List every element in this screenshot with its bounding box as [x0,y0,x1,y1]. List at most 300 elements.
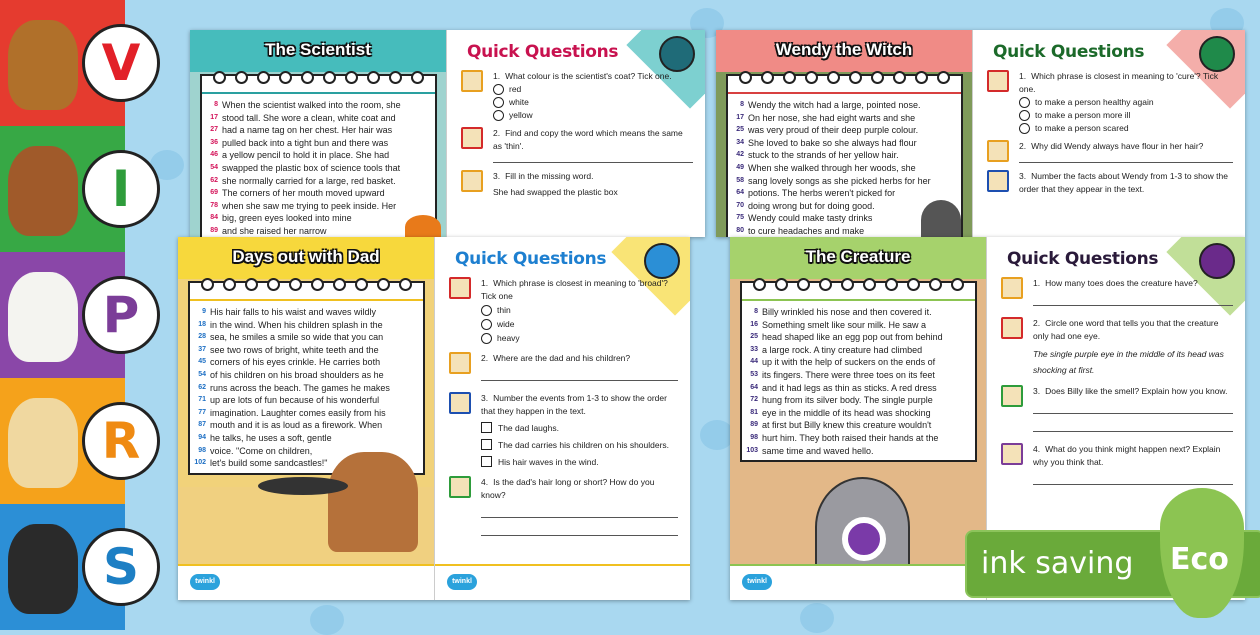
passage-line [192,344,419,357]
notepad-rings [728,76,961,94]
question-prompt: Where are the dad and his children? [493,353,631,363]
dog-character-image [8,524,78,614]
option-label: His hair waves in the wind. [498,457,599,467]
quick-questions-title: Quick Questions [467,42,619,62]
question [987,140,1233,165]
ring-icon [333,278,346,291]
dog-character-image [8,20,78,110]
answer-option[interactable] [481,303,678,317]
line-text: he talks, he uses a soft, gentle [210,432,332,443]
passage-text [202,94,435,237]
question-number: 1. [493,71,501,81]
passage-line [204,162,431,175]
question-prompt: What do you think might happen next? Explain why you think that. [1033,444,1221,467]
radio-button[interactable] [481,319,492,330]
option-label: to make a person more ill [1035,110,1131,120]
word-count: 62 [198,383,206,391]
question-text [1033,317,1233,343]
ink-saving-label: ink saving [981,546,1134,581]
option-label: The dad laughs. [498,423,559,433]
question-body [1019,70,1233,135]
line-text: in the wind. When his children splash in the [210,319,383,330]
ring-icon [245,278,258,291]
eco-label: Eco [1170,542,1229,577]
passage-line [730,162,957,175]
page-footer [178,564,434,600]
dog-avatar-icon [449,352,471,374]
vipers-letter-r: R [82,402,160,480]
questions-page [447,30,705,237]
question-body [481,352,678,385]
question-text [481,392,678,418]
ring-icon [805,71,818,84]
passage-line [730,124,957,137]
option-label: The dad carries his children on his shoulders. [498,440,670,450]
checkbox[interactable] [481,422,492,433]
line-text: hurt him. They both raised their hands at the [762,432,939,443]
word-count: 102 [194,459,206,467]
word-count: 25 [750,333,758,341]
ring-icon [819,278,832,291]
ring-icon [279,71,292,84]
option-label: heavy [497,333,520,343]
word-count: 17 [736,113,744,121]
word-count: 78 [210,201,218,209]
question [461,127,693,165]
ring-icon [235,71,248,84]
word-count: 45 [198,358,206,366]
radio-button[interactable] [481,333,492,344]
dog-avatar-icon [461,170,483,192]
question-prompt: Find and copy the word which means the same as 'thin'. [493,128,683,151]
passage-text [742,301,975,460]
radio-button[interactable] [493,110,504,121]
title-banner [730,237,986,279]
quoted-sentence: The single purple eye in the middle of its head was shocking at first. [1033,349,1224,375]
question-text [1019,170,1233,196]
word-count: 103 [746,446,758,454]
dog-avatar-icon [987,70,1009,92]
paw-print [310,605,344,635]
answer-line[interactable] [1033,400,1233,414]
ring-icon [937,71,950,84]
vipers-letter-s: S [82,528,160,606]
twinkl-logo: twinkl [742,574,772,590]
reading-page [190,30,447,237]
passage-line [744,319,971,332]
line-text: Wendy could make tasty drinks [748,213,873,224]
question-number: 2. [1019,141,1027,151]
question-body [1019,140,1233,165]
word-count: 37 [198,345,206,353]
passage-line [192,394,419,407]
passage-line [744,356,971,369]
dog-avatar-icon [461,70,483,92]
answer-option[interactable] [481,331,678,345]
line-text: mouth and it is as loud as a firework. When [210,420,383,431]
question [449,392,678,469]
vipers-letter-i: I [82,150,160,228]
passage-line [730,99,957,112]
option-label: to make a person healthy again [1035,97,1154,107]
question-body [1033,317,1233,378]
question-body [493,170,693,199]
question-body [481,277,678,345]
reading-page [730,237,987,600]
dog-avatar-icon [449,476,471,498]
ring-icon [267,278,280,291]
line-text: stuck to the strands of her yellow hair. [748,150,899,161]
question-number: 2. [1033,318,1041,328]
paw-print [800,603,834,633]
page-footer [435,564,690,600]
ring-icon [797,278,810,291]
question-text [1033,277,1233,290]
word-count: 27 [210,126,218,134]
answer-option[interactable] [1019,109,1233,122]
word-count: 9 [202,308,206,315]
answer-option[interactable] [493,96,693,109]
question-list [449,277,678,547]
title-banner [716,30,972,72]
question-number: 2. [481,353,489,363]
worksheet-card[interactable] [716,30,1245,237]
question [461,70,693,122]
word-count: 18 [198,320,206,328]
word-count: 54 [198,370,206,378]
question-prompt: Circle one word that tells you that the creature only had one eye. [1033,318,1219,341]
question-number: 3. [481,393,489,403]
line-text: The corners of her mouth moved upward [222,188,385,199]
word-count: 16 [750,320,758,328]
word-count: 8 [214,101,218,108]
line-text: see two rows of bright, white teeth and the [210,344,379,355]
word-count: 64 [736,189,744,197]
reading-page [716,30,973,237]
ring-icon [849,71,862,84]
page-footer [730,564,986,600]
question-number: 2. [493,128,501,138]
passage-line [192,382,419,395]
answer-line[interactable] [481,522,678,536]
line-text: stood tall. She wore a clean, white coat and [222,112,396,123]
ring-icon [377,278,390,291]
worksheet-card[interactable] [178,237,690,600]
answer-option[interactable] [493,109,693,122]
line-text: and it had legs as thin as sticks. A red dress [762,382,937,393]
line-text: let's build some sandcastles!" [210,458,328,469]
question [449,352,678,385]
passage-line [192,356,419,369]
answer-option[interactable] [493,83,693,96]
answer-line[interactable] [481,367,678,381]
line-text: she normally carried for a large, red basket. [222,175,396,186]
passage-text [190,301,423,473]
hair-illustration [258,477,348,495]
worksheet-card[interactable] [190,30,705,237]
title-banner [190,30,446,72]
question [461,170,693,199]
notepad-rings [742,283,975,301]
question-text [1019,140,1233,153]
ring-icon [389,71,402,84]
ring-icon [323,71,336,84]
line-text: a large rock. A tiny creature had climbed [762,344,923,355]
question-body [1033,443,1233,489]
line-text: sang lovely songs as she picked herbs for her [748,175,931,186]
option-label: red [509,84,522,94]
word-count: 98 [198,446,206,454]
word-count: 87 [198,421,206,429]
line-text: sea, he smiles a smile so wide that you can [210,332,384,343]
ring-icon [201,278,214,291]
passage-line [744,394,971,407]
checkbox[interactable] [481,439,492,450]
question-prompt: Which phrase is closest in meaning to 'cure'? Tick one. [1019,71,1219,94]
dog-avatar-icon [987,140,1009,162]
ring-icon [739,71,752,84]
dog-avatar-icon [987,170,1009,192]
question [1001,317,1233,378]
word-count: 77 [198,408,206,416]
passage-line [192,306,419,319]
answer-line[interactable] [1033,418,1233,432]
twinkl-logo: twinkl [447,574,477,590]
line-text: When the scientist walked into the room, she [222,100,401,110]
question-text [481,277,678,303]
passage-line [192,319,419,332]
ring-icon [213,71,226,84]
quick-questions-title: Quick Questions [455,249,607,269]
line-text: runs across the beach. The games he makes [210,382,390,393]
ring-icon [827,71,840,84]
option-label: to make a person scared [1035,123,1129,133]
word-count: 8 [740,101,744,108]
question-prompt: Does Billy like the smell? Explain how you know. [1045,386,1228,396]
question-text [493,170,693,183]
line-text: was very proud of their deep purple colour. [748,125,919,136]
passage-line [204,225,431,237]
answer-line[interactable] [1033,292,1233,306]
twinkl-logo: twinkl [190,574,220,590]
question [1001,385,1233,436]
answer-line[interactable] [1019,153,1233,163]
word-count: 89 [750,421,758,429]
word-count: 49 [736,163,744,171]
line-text: same time and waved hello. [762,445,874,456]
word-count: 58 [736,176,744,184]
word-count: 28 [198,333,206,341]
checkbox[interactable] [481,456,492,467]
ring-icon [753,278,766,291]
story-title: Days out with Dad [232,247,380,266]
word-count: 89 [210,226,218,234]
question-prompt: What colour is the scientist's coat? Tick one. [505,71,672,81]
line-text: voice. "Come on children, [210,445,313,456]
passage-line [204,112,431,125]
line-text: big, green eyes looked into mine [222,213,352,224]
line-text: hung from its silver body. The single purple [762,395,933,406]
line-text: up are lots of fun because of his wonderful [210,395,380,406]
passage-line [192,407,419,420]
question-prompt: Number the events from 1-3 to show the order that they happen in the text. [481,393,667,416]
quick-questions-title: Quick Questions [993,42,1145,62]
ring-icon [783,71,796,84]
question-list [987,70,1233,201]
ring-icon [367,71,380,84]
word-count: 42 [736,151,744,159]
line-text: Something smelt like sour milk. He saw a [762,319,927,330]
vipers-letter-v: V [82,24,160,102]
passage-line [744,432,971,445]
topic-icon [1199,36,1235,72]
radio-button[interactable] [1019,123,1030,134]
dog-avatar-icon [1001,317,1023,339]
ring-icon [311,278,324,291]
dog-avatar-icon [461,127,483,149]
line-text: imagination. Laughter comes easily from his [210,407,386,418]
word-count: 98 [750,433,758,441]
question-list [461,70,693,204]
ring-icon [257,71,270,84]
line-text: and she raised her narrow [222,225,327,236]
question-prompt: How many toes does the creature have? [1045,278,1198,288]
notepad-rings [190,283,423,301]
question-body [1019,170,1233,196]
passage-line [192,331,419,344]
basket-illustration [405,215,441,237]
passage-line [730,149,957,162]
story-title: The Creature [805,247,911,266]
option-label: thin [497,305,511,315]
radio-button[interactable] [481,305,492,316]
answer-line[interactable] [481,504,678,518]
question-prompt: Why did Wendy always have flour in her hair? [1031,141,1204,151]
answer-option[interactable] [1019,122,1233,135]
ring-icon [411,71,424,84]
question-list [1001,277,1233,496]
line-text: swapped the plastic box of science tools that [222,162,401,173]
question [1001,277,1233,310]
order-option[interactable] [481,421,678,435]
line-text: to cure headaches and make [748,225,865,236]
passage-line [730,175,957,188]
word-count: 64 [750,383,758,391]
option-label: white [509,97,529,107]
paw-print [700,420,734,450]
passage-line [744,331,971,344]
question-body [481,392,678,469]
ring-icon [893,71,906,84]
ring-icon [399,278,412,291]
line-text: of his children on his broad shoulders as he [210,369,384,380]
word-count: 62 [210,176,218,184]
line-text: doing wrong but for doing good. [748,200,875,211]
dog-avatar-icon [449,392,471,414]
question-body [481,476,678,540]
answer-line[interactable] [1033,471,1233,485]
radio-button[interactable] [493,97,504,108]
order-option[interactable] [481,455,678,469]
word-count: 46 [210,151,218,159]
word-count: 36 [210,138,218,146]
word-count: 54 [210,163,218,171]
answer-option[interactable] [1019,96,1233,109]
word-count: 94 [198,433,206,441]
topic-icon [1199,243,1235,279]
dog-character-image [8,398,78,488]
radio-button[interactable] [493,84,504,95]
question-text [1033,443,1233,469]
passage-line [744,382,971,395]
answer-option[interactable] [481,317,678,331]
passage-line [204,200,431,213]
line-text: its fingers. There were three toes on its feet [762,369,935,380]
line-text: up it with the help of suckers on the ends of [762,357,936,368]
line-text: eye in the middle of its head was shocking [762,407,931,418]
word-count: 53 [750,370,758,378]
question-number: 3. [1033,386,1041,396]
question-text [1033,385,1233,398]
ring-icon [929,278,942,291]
ring-icon [223,278,236,291]
option-label: yellow [509,110,533,120]
question [449,277,678,345]
passage-line [204,99,431,112]
passage-line [204,212,431,225]
answer-line[interactable] [493,153,693,163]
question-text [493,70,693,83]
word-count: 34 [736,138,744,146]
line-text: corners of his eyes crinkle. He carries both [210,357,381,368]
option-label: wide [497,319,515,329]
ring-icon [355,278,368,291]
question-body [493,70,693,122]
topic-icon [644,243,680,279]
radio-button[interactable] [1019,97,1030,108]
question-body [493,127,693,165]
line-text: His hair falls to his waist and waves wildly [210,307,377,317]
word-count: 75 [736,214,744,222]
text-notepad [200,74,437,237]
word-count: 8 [754,308,758,315]
word-count: 44 [750,358,758,366]
line-text: head shaped like an egg pop out from behind [762,332,943,343]
word-count: 70 [736,201,744,209]
question-prompt: Fill in the missing word. [505,171,594,181]
word-count: 72 [750,396,758,404]
passage-line [192,369,419,382]
order-option[interactable] [481,438,678,452]
ring-icon [761,71,774,84]
word-count: 80 [736,226,744,234]
dog-avatar-icon [1001,385,1023,407]
ring-icon [907,278,920,291]
quick-questions-title: Quick Questions [1007,249,1159,269]
dog-avatar-icon [449,277,471,299]
dog-character-image [8,272,78,362]
word-count: 17 [210,113,218,121]
questions-page [973,30,1245,237]
question-prompt: Is the dad's hair long or short? How do you know? [481,477,655,500]
word-count: 84 [210,214,218,222]
ring-icon [951,278,964,291]
passage-line [744,344,971,357]
line-text: at first but Billy knew this creature wouldn't [762,420,932,431]
line-text: a yellow pencil to hold it in place. She had [222,150,390,161]
radio-button[interactable] [1019,110,1030,121]
question-text [1019,70,1233,96]
